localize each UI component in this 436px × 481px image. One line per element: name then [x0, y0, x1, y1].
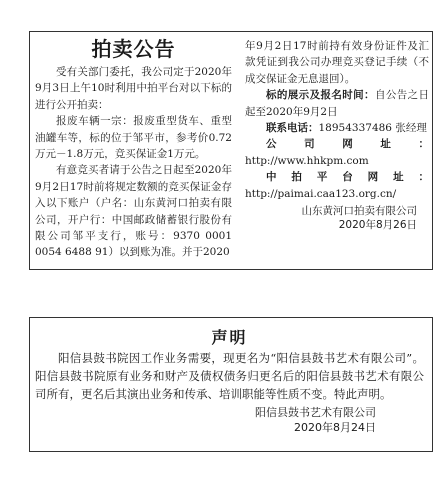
phone-value: 18954337486 张经理 [318, 122, 427, 135]
auction-company: 山东黄河口拍卖有限公司 [301, 205, 417, 218]
website-label: 公司网址： [266, 138, 429, 151]
auction-deposit: 有意竞买者请于公告之日起至2020年9月2日17时前将规定数额的竞买保证金存入以下账户（户名：山东黄河口拍卖有限公司，开户行：中国邮政储蓄银行股份有限公司邹平支行，账号：9370 0001 0054 6488 91）以到账为准。并于2020 [35, 164, 232, 259]
auction-platform [245, 169, 429, 202]
declaration-company: 阳信县鼓书艺术有限公司 [255, 406, 376, 420]
website-value: http://www.hhkpm.com [245, 154, 369, 167]
auction-exhibit [245, 87, 429, 120]
auction-notice [29, 31, 433, 270]
auction-title: 拍卖公告 [91, 37, 176, 61]
auction-intro: 受有关部门委托，我公司定于2020年9月3日上午10时利用中拍平台对以下标的进行公开拍卖： [35, 66, 232, 111]
platform-label: 中拍平台网址： [266, 171, 429, 184]
auction-website [245, 136, 429, 169]
declaration-date: 2020年8月24日 [294, 421, 376, 435]
auction-lot: 报废车辆一宗：报废重型货车、重型油罐车等，标的位于邹平市，参考价0.72万元－1.8万元，竞买保证金1万元。 [35, 115, 232, 161]
phone-label: 联系电话： [266, 122, 319, 135]
platform-value: http://paimai.caa123.org.cn/ [245, 187, 397, 200]
exhibit-label: 标的展示及报名时间： [266, 89, 375, 102]
declaration-notice [29, 317, 433, 452]
auction-left-column [35, 32, 232, 261]
auction-date: 2020年8月26日 [338, 219, 417, 232]
auction-phone [245, 120, 429, 136]
declaration-body: 阳信县鼓书院因工作业务需要，现更名为“阳信县鼓书艺术有限公司”。阳信县鼓书院原有业务和财产及债权债务归更名后的阳信县鼓书艺术有限公司所有，更名后其演出业务和传承、培训职能等性质不变。特此声明。 [35, 351, 424, 401]
auction-deposit-continued: 年9月2日17时前持有效身份证件及汇款凭证到我公司办理竞买登记手续（不成交保证金无息退回）。 [245, 40, 429, 85]
exhibit-value: 自公告之日起至2020年9月2日 [245, 89, 430, 118]
auction-right-column [245, 38, 429, 232]
declaration-title: 声明 [211, 328, 248, 347]
